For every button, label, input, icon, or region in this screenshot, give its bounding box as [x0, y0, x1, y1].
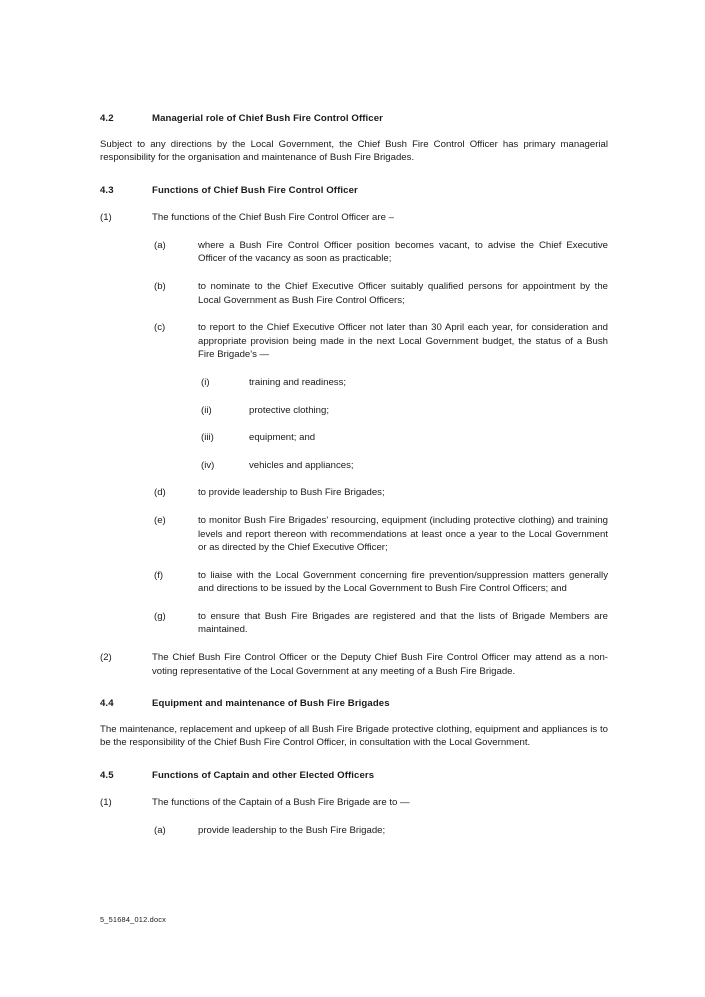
clause-text: The Chief Bush Fire Control Officer or the Deputy Chief Bush Fire Control Officer may attend as a non-voting representative of the Local Government at any meeting of a Bush Fire Brigade. [152, 652, 608, 677]
list-item-text: to monitor Bush Fire Brigades' resourcing, equipment (including protective clothing) and training levels and report thereon with recommendations at least once a year to the Local Government or as directed by the Chief Executive Officer; [198, 514, 608, 554]
section-heading-4-5 [100, 769, 608, 783]
section-4-4-paragraph: The maintenance, replacement and upkeep of all Bush Fire Brigade protective clothing, equipment and appliances is to be the responsibility of the Chief Bush Fire Control Officer, in consultation with the Local Government. [100, 723, 608, 749]
section-number: 4.2 [100, 113, 114, 124]
section-title: Managerial role of Chief Bush Fire Control Officer [152, 113, 384, 124]
list-item [154, 514, 608, 555]
sub-list-item [201, 376, 608, 390]
list-item-marker: (f) [154, 569, 164, 581]
list-item [154, 280, 608, 307]
clause-4-3-1 [100, 211, 608, 225]
list-item-marker: (g) [154, 610, 166, 622]
clause-text: The functions of the Captain of a Bush Fire Brigade are to — [152, 797, 410, 809]
sub-list-item-text: protective clothing; [249, 404, 329, 416]
list-item-marker: (c) [154, 322, 166, 334]
sub-list-item [201, 431, 608, 445]
list-item [154, 610, 608, 637]
list-item [154, 239, 608, 266]
sub-list-item [201, 459, 608, 473]
list-item-text: to ensure that Bush Fire Brigades are registered and that the lists of Brigade Members are maintained. [198, 610, 608, 636]
section-heading-4-2 [100, 112, 608, 126]
footer-filename: 5_51684_012.docx [100, 915, 167, 924]
list-item-text: to report to the Chief Executive Officer not later than 30 April each year, for consideration and appropriate provision being made in the next Local Government budget, the status of a Bush Fire Brigade's — [198, 322, 608, 361]
clause-4-5-1 [100, 796, 608, 810]
list-item-marker: (b) [154, 280, 166, 292]
section-number: 4.3 [100, 184, 114, 196]
list-item [154, 824, 608, 838]
clause-marker: (1) [100, 797, 112, 809]
sub-list-item-marker: (iv) [201, 459, 215, 471]
section-heading-4-4 [100, 697, 608, 711]
list-item-marker: (e) [154, 514, 166, 526]
list-item [154, 321, 608, 362]
sub-list-item-marker: (ii) [201, 404, 212, 416]
list-item-text: to provide leadership to Bush Fire Brigades; [198, 487, 385, 499]
sub-list-item-marker: (i) [201, 376, 210, 388]
list-item-text: to nominate to the Chief Executive Officer suitably qualified persons for appointment by the Local Government as Bush Fire Control Officers; [198, 280, 608, 306]
list-item-marker: (a) [154, 239, 166, 251]
sub-list-item-text: training and readiness; [249, 376, 347, 388]
list-item-text: to liaise with the Local Government concerning fire prevention/suppression matters generally and directions to be issued by the Local Government to Bush Fire Control Officers; and [198, 569, 608, 595]
list-item-marker: (a) [154, 825, 166, 837]
sub-list-item [201, 404, 608, 418]
document-body [100, 112, 608, 838]
clause-text: The functions of the Chief Bush Fire Control Officer are – [152, 212, 394, 224]
clause-marker: (2) [100, 652, 112, 664]
section-title: Functions of Captain and other Elected Officers [152, 769, 375, 781]
clause-4-3-2 [100, 651, 608, 678]
list-item [154, 569, 608, 596]
list-item-marker: (d) [154, 487, 166, 499]
section-number: 4.5 [100, 769, 114, 781]
clause-marker: (1) [100, 212, 112, 224]
section-heading-4-3 [100, 184, 608, 198]
sub-list-item-text: equipment; and [249, 432, 316, 444]
list-item-text: where a Bush Fire Control Officer position becomes vacant, to advise the Chief Executive Officer of the vacancy as soon as practicable; [198, 239, 608, 265]
sub-list-item-text: vehicles and appliances; [249, 459, 354, 471]
section-title: Equipment and maintenance of Bush Fire Brigades [152, 698, 390, 710]
sub-list-item-marker: (iii) [201, 432, 214, 444]
section-4-2-paragraph: Subject to any directions by the Local Government, the Chief Bush Fire Control Officer has primary managerial responsibility for the organisation and maintenance of Bush Fire Brigades. [100, 138, 608, 164]
list-item-text: provide leadership to the Bush Fire Brigade; [198, 825, 386, 837]
list-item [154, 486, 608, 500]
section-title: Functions of Chief Bush Fire Control Officer [152, 184, 358, 196]
section-number: 4.4 [100, 698, 114, 710]
